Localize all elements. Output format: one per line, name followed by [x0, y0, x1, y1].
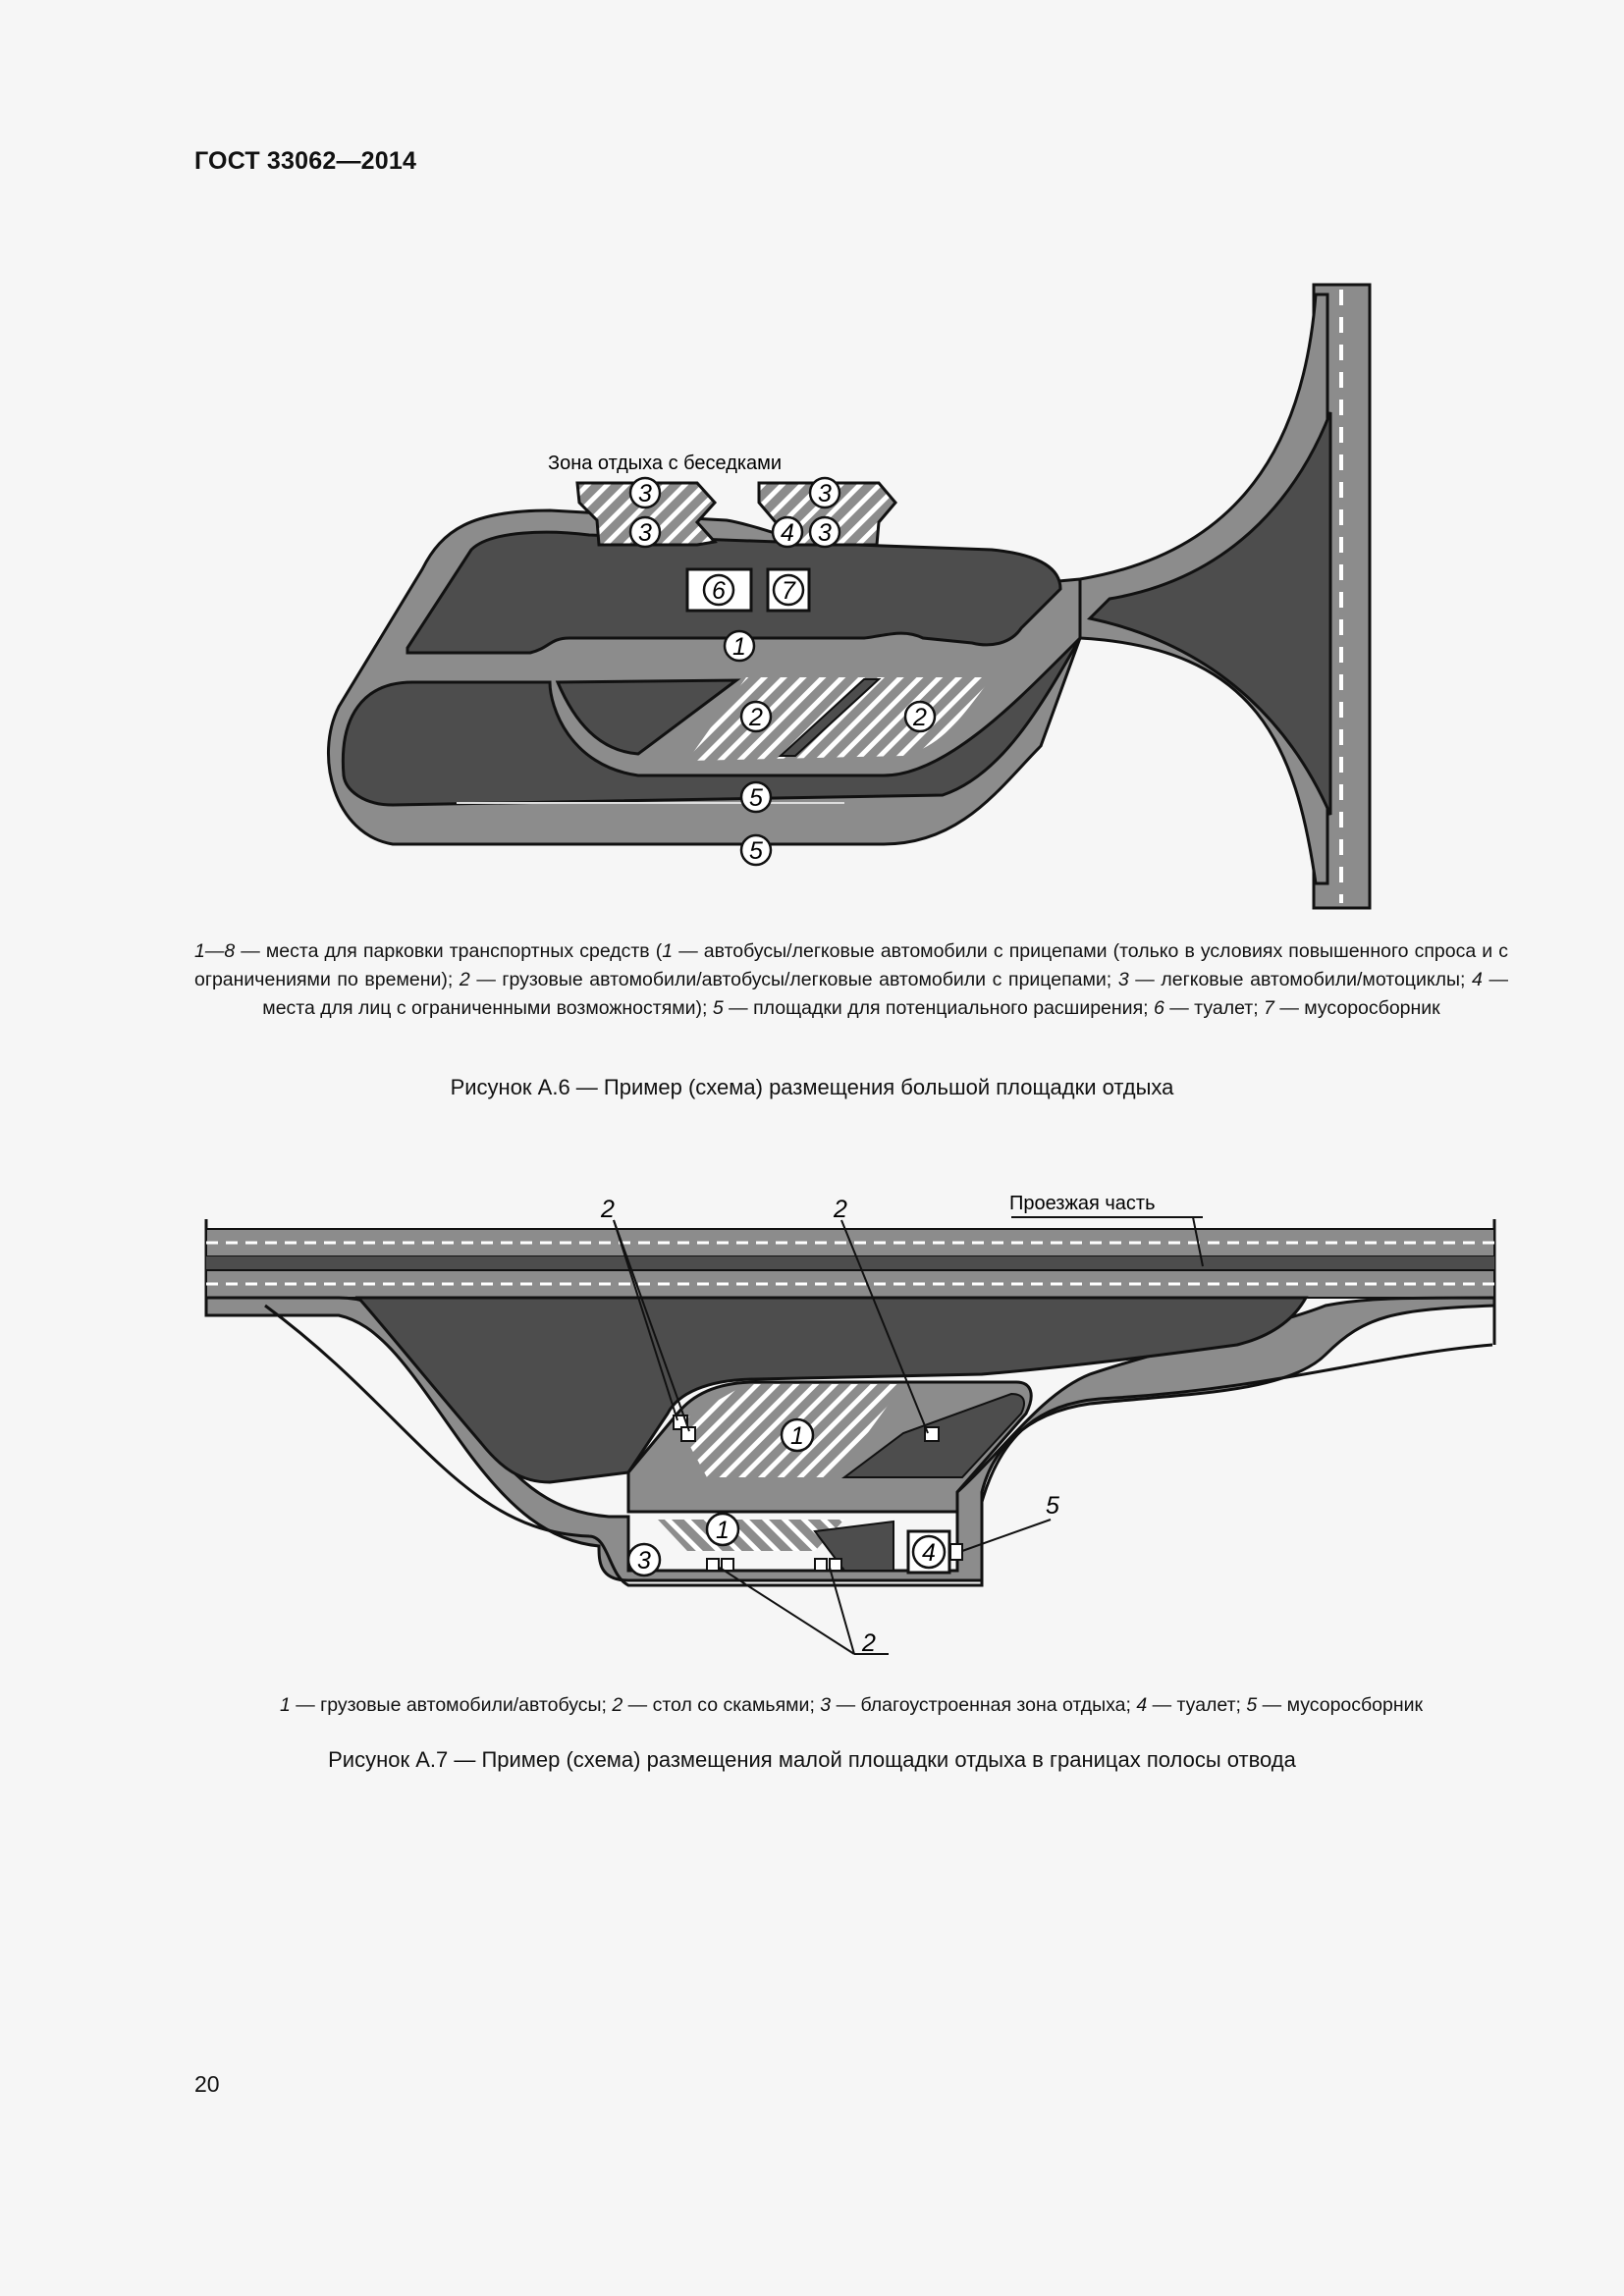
svg-text:5: 5	[749, 784, 763, 812]
callout-2b: 2	[834, 1196, 847, 1223]
callout-5: 5	[1046, 1492, 1059, 1520]
figure-a6-caption: Рисунок А.6 — Пример (схема) размещения большой площадки отдыха	[450, 1075, 1174, 1099]
svg-text:3: 3	[637, 1547, 651, 1575]
zone-label: Зона отдыха с беседками	[548, 453, 783, 474]
marker-4	[913, 1536, 945, 1568]
svg-text:2: 2	[749, 704, 763, 731]
figure-a6-legend: 1—8 — места для парковки транспортных средств (1 — автобусы/легковые автомобили с прицепами (только в условиях повышенного спроса и с ограничениями по времени); 2 — грузовые автомобили/автобусы/легковые автомобили с прицепами; 3 — легковые автомобили/мотоциклы; 4 — места для лиц с ограниченными возможностями); 5 — площадки для потенциального расширения; 6 — туалет; 7 — мусоросборник	[194, 940, 1508, 1019]
marker-1b	[707, 1514, 738, 1545]
svg-text:1: 1	[790, 1422, 804, 1450]
svg-text:2: 2	[913, 704, 927, 731]
document-header: ГОСТ 33062—2014	[194, 147, 417, 175]
svg-text:4: 4	[781, 519, 794, 547]
marker-1a	[782, 1419, 813, 1451]
svg-text:3: 3	[638, 480, 652, 507]
page-number: 20	[194, 2071, 220, 2097]
figure-a7-legend: 1 — грузовые автомобили/автобусы; 2 — стол со скамьями; 3 — благоустроенная зона отдыха; 4 — туалет; 5 — мусоросборник	[279, 1694, 1424, 1716]
road-label: Проезжая часть	[1009, 1193, 1156, 1214]
svg-text:3: 3	[638, 519, 652, 547]
svg-text:7: 7	[782, 577, 795, 605]
callout-2c: 2	[862, 1629, 876, 1657]
figure-a7-caption: Рисунок А.7 — Пример (схема) размещения малой площадки отдыха в границах полосы отвода	[328, 1747, 1296, 1772]
marker-3	[628, 1544, 660, 1575]
svg-text:1: 1	[732, 633, 746, 661]
waste-bin	[950, 1544, 962, 1560]
svg-text:3: 3	[818, 480, 832, 507]
svg-text:1: 1	[716, 1517, 730, 1544]
svg-text:3: 3	[818, 519, 832, 547]
parking-hatch-2	[658, 1520, 844, 1551]
svg-text:5: 5	[749, 837, 763, 865]
callout-2a: 2	[601, 1196, 615, 1223]
svg-text:6: 6	[712, 577, 726, 605]
svg-text:4: 4	[922, 1539, 936, 1567]
